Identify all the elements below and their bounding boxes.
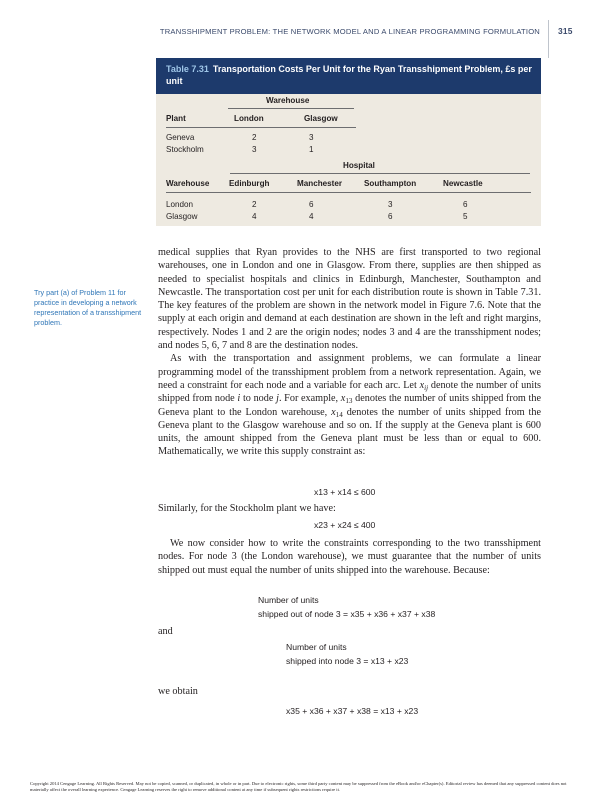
similarly-text: Similarly, for the Stockholm plant we have: (158, 503, 336, 514)
table-cell: 6 (388, 212, 393, 221)
table-cell: 3 (309, 133, 314, 142)
equation-units-out: shipped out of node 3 = x35 + x36 + x37 + x38 (258, 609, 436, 619)
equation-supply-geneva: x13 + x14 ≤ 600 (314, 487, 376, 497)
table-cell: 2 (252, 200, 257, 209)
group-header-warehouse: Warehouse (266, 96, 310, 105)
column-header: London (234, 114, 264, 123)
paragraph-text: denote the number of units shipped from node (158, 379, 541, 405)
equation-units-in: shipped into node 3 = x13 + x23 (286, 656, 409, 666)
table-cell: 3 (252, 145, 257, 154)
copyright-footer: Copyright 2014 Cengage Learning. All Rights Reserved. May not be copied, scanned, or duplicated, in whole or in part. Due to electronic rights, some third party content may be suppressed from the eBook and/or eChapter(s). Editorial review has deemed that any suppressed content does not materially affect the overall learning experience. Cengage Learning reserves the right to remove additional content at any time if subsequent rights restrictions require it. (30, 781, 567, 792)
table-cell: 4 (309, 212, 314, 221)
table-cell: Glasgow (166, 212, 198, 221)
column-header: Edinburgh (229, 179, 270, 188)
column-header: Warehouse (166, 179, 210, 188)
math-var: x (419, 379, 425, 391)
group-rule (228, 108, 354, 109)
paragraph: We now consider how to write the constraints corresponding to the two transshipment nodes. For node 3 (the London warehouse), we must guarantee that the number of units shipped out must equal the number of units shipped into the warehouse. Because: (158, 538, 541, 576)
table-caption-text: Transportation Costs Per Unit for the Ryan Transshipment Problem, £s per unit (166, 64, 532, 86)
table-cell: 6 (309, 200, 314, 209)
margin-note: Try part (a) of Problem 11 for practice in developing a network representation of a transshipment problem. (34, 288, 142, 327)
paragraph-text: As with the transportation and assignment problems, we can formulate a linear programming model of the transshipment problem from a network representation. Again, we need a constraint for each node and a variable for each arc. Let (158, 353, 541, 391)
math-var: i (237, 393, 241, 405)
column-header: Southampton (364, 179, 417, 188)
table-cell: 1 (309, 145, 314, 154)
label-units-in-1: Number of units (286, 642, 347, 652)
paragraph-text: denotes the number of units shipped from the Geneva plant to the London warehouse, (158, 393, 541, 418)
paragraph: As with the transportation and assignment problems, we can formulate a linear programming model of the transshipment problem from a network representation. Again, we need a constraint for each node and a variable for each arc. Let $x_{ij}$ denote the number of units shipped from node i to node j. For example, $x_{13}$ denotes the number of units shipped from the Geneva plant to the London warehouse, $x_{14}$ denotes the number of units shipped from the Geneva plant to the Glasgow warehouse and so on. If the supply at the Geneva plant is 600 units, the amount shipped from the Geneva plant must be less than or equal to 600. Mathematically, we write this supply constraint as: (158, 353, 541, 458)
cost-table (156, 58, 541, 226)
and-text: and (158, 626, 173, 637)
column-header: Glasgow (304, 114, 338, 123)
equation-supply-stockholm: x23 + x24 ≤ 400 (314, 520, 376, 530)
table-cell: 3 (388, 200, 393, 209)
table-caption (156, 58, 541, 94)
paragraph: medical supplies that Ryan provides to the NHS are first transported to two regional warehouses, one in London and one in Glasgow. From there, supplies are then shipped as needed to specialist hospitals and clinics in Edinburgh, Manchester, Southampton and Newcastle. The transportation cost per unit for each distribution route is shown in Table 7.31. The key features of the problem are shown in the network model in Figure 7.6. Note that the supply at each origin and demand at each destination are shown in the left and right margins, respectively. Nodes 1 and 2 are the origin nodes; nodes 3 and 4 are the transshipment nodes; and nodes 5, 6, 7 and 8 are the destination nodes. (158, 247, 541, 352)
table-cell: 4 (252, 212, 257, 221)
group-rule (230, 173, 530, 174)
header-rule (166, 127, 356, 128)
table-cell: 5 (463, 212, 468, 221)
table-cell: Stockholm (166, 145, 204, 154)
paragraph-text: . For example, (278, 393, 341, 405)
equation-node3-balance: x35 + x36 + x37 + x38 = x13 + x23 (286, 706, 419, 716)
page-number: 315 (558, 26, 573, 36)
column-header: Plant (166, 114, 186, 123)
header-rule (166, 192, 531, 193)
table-label: Table 7.31 (166, 64, 209, 74)
table-cell: Geneva (166, 133, 195, 142)
we-obtain-text: we obtain (158, 686, 198, 697)
running-title: TRANSSHIPMENT PROBLEM: THE NETWORK MODEL AND A LINEAR PROGRAMMING FORMULATION (159, 27, 540, 36)
column-header: Manchester (297, 179, 342, 188)
group-header-hospital: Hospital (343, 161, 375, 170)
table-cell: London (166, 200, 194, 209)
column-header: Newcastle (443, 179, 483, 188)
header-divider (548, 20, 549, 58)
body-paragraphs (158, 246, 541, 459)
running-header (0, 20, 600, 40)
table-cell: 6 (463, 200, 468, 209)
paragraph-text: to node (240, 393, 277, 405)
label-units-out-1: Number of units (258, 595, 319, 605)
math-var: j (276, 393, 279, 405)
body-paragraph-3 (158, 537, 541, 577)
paragraph-text: denotes the number of units shipped from the Geneva plant to the Glasgow warehouse and so on. If the supply at the Geneva plant is 600 units, the amount shipped from the Geneva plant must be less than or equal to 600. Mathematically, we write this supply constraint as: (158, 406, 541, 458)
table-cell: 2 (252, 133, 257, 142)
math-var: x (331, 406, 336, 418)
math-var: x (340, 393, 346, 405)
